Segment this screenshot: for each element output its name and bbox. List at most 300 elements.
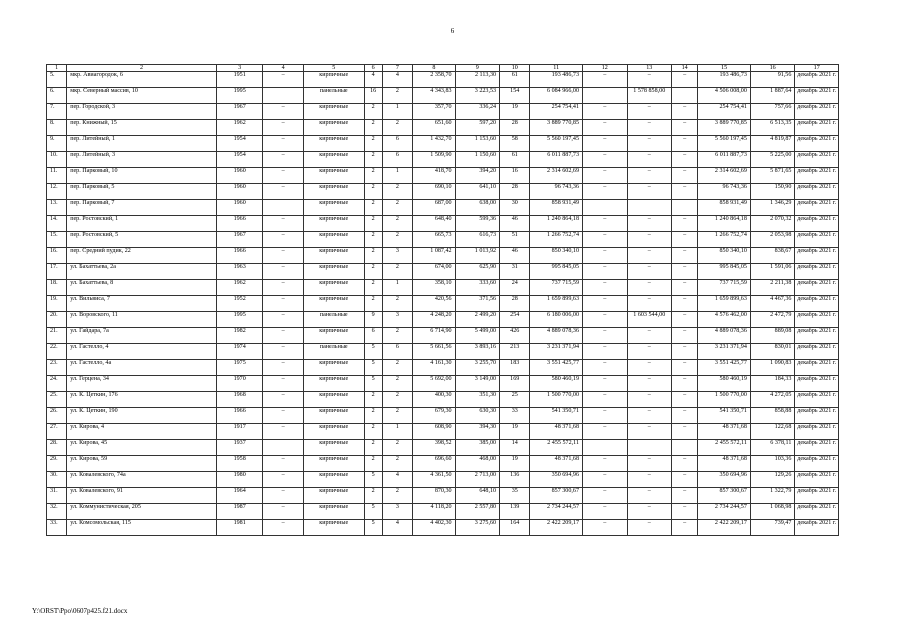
table-cell: ул. Гастелло, 4а: [67, 360, 217, 376]
table-cell: 420,56: [413, 296, 455, 312]
table-cell: –: [583, 328, 628, 344]
table-cell: 4 402,30: [413, 520, 455, 536]
table-cell: –: [263, 520, 303, 536]
table-row: [47, 264, 839, 280]
table-cell: 2: [382, 232, 412, 248]
table-cell: –: [627, 184, 672, 200]
table-cell: –: [583, 72, 628, 88]
table-cell: 61: [500, 152, 530, 168]
table-cell: 1 509,90: [413, 152, 455, 168]
table-cell: 25: [500, 392, 530, 408]
table-cell: 630,30: [455, 408, 500, 424]
table-cell: [263, 88, 303, 104]
table-cell: 20.: [47, 312, 67, 328]
table-cell: 3 255,70: [455, 360, 500, 376]
table-cell: 1954: [216, 152, 263, 168]
table-cell: 5: [364, 344, 382, 360]
table-cell: –: [583, 104, 628, 120]
table-cell: 2: [382, 296, 412, 312]
table-cell: –: [672, 184, 698, 200]
table-cell: декабрь 2021 г.: [795, 392, 839, 408]
table-cell: кирпичные: [303, 184, 364, 200]
table-cell: 1995: [216, 88, 263, 104]
table-cell: 2: [382, 328, 412, 344]
table-cell: –: [263, 408, 303, 424]
table-cell: 2 314 602,69: [698, 168, 751, 184]
table-cell: декабрь 2021 г.: [795, 104, 839, 120]
table-cell: 6 513,35: [750, 120, 795, 136]
table-cell: –: [672, 312, 698, 328]
table-cell: 737 715,59: [698, 280, 751, 296]
table-cell: 2 455 572,11: [530, 440, 583, 456]
table-cell: 2: [364, 264, 382, 280]
table-cell: 48 371,68: [530, 456, 583, 472]
table-cell: 757,66: [750, 104, 795, 120]
table-cell: декабрь 2021 г.: [795, 424, 839, 440]
table-cell: [672, 440, 698, 456]
table-cell: кирпичные: [303, 520, 364, 536]
table-cell: 350 694,96: [698, 472, 751, 488]
table-cell: –: [627, 472, 672, 488]
table-cell: кирпичные: [303, 360, 364, 376]
table-cell: –: [672, 168, 698, 184]
table-row: [47, 248, 839, 264]
table-cell: 46: [500, 216, 530, 232]
table-cell: –: [583, 408, 628, 424]
table-cell: 1 087,42: [413, 248, 455, 264]
table-cell: 4 889 078,36: [530, 328, 583, 344]
table-cell: 3 275,60: [455, 520, 500, 536]
table-cell: 1 603 544,00: [627, 312, 672, 328]
table-cell: 19.: [47, 296, 67, 312]
table-cell: 4 272,05: [750, 392, 795, 408]
table-cell: 254: [500, 312, 530, 328]
table-cell: 541 350,71: [530, 408, 583, 424]
table-row: [47, 392, 839, 408]
table-cell: кирпичные: [303, 216, 364, 232]
table-cell: 2 557,80: [455, 504, 500, 520]
table-cell: [583, 200, 628, 216]
table-cell: декабрь 2021 г.: [795, 200, 839, 216]
table-cell: 889,08: [750, 328, 795, 344]
table-cell: 35: [500, 488, 530, 504]
table-cell: 2: [364, 248, 382, 264]
table-cell: –: [672, 104, 698, 120]
table-cell: –: [263, 168, 303, 184]
table-cell: 26.: [47, 408, 67, 424]
table-cell: 995 845,05: [698, 264, 751, 280]
table-cell: 696,60: [413, 456, 455, 472]
table-cell: 5: [364, 360, 382, 376]
table-cell: 16.: [47, 248, 67, 264]
table-cell: 1974: [216, 344, 263, 360]
table-cell: декабрь 2021 г.: [795, 264, 839, 280]
table-cell: 1952: [216, 296, 263, 312]
table-cell: 858 931,49: [530, 200, 583, 216]
table-cell: –: [583, 504, 628, 520]
table-cell: кирпичные: [303, 152, 364, 168]
table-cell: 5: [364, 472, 382, 488]
table-cell: 150,90: [750, 184, 795, 200]
table-row: [47, 408, 839, 424]
table-cell: 3 231 371,94: [530, 344, 583, 360]
table-cell: –: [672, 504, 698, 520]
table-cell: 648,10: [455, 488, 500, 504]
table-cell: 358,10: [413, 280, 455, 296]
table-cell: декабрь 2021 г.: [795, 136, 839, 152]
table-cell: 687,00: [413, 200, 455, 216]
table-cell: пер. Ростовский, 1: [67, 216, 217, 232]
table-cell: панельные: [303, 344, 364, 360]
table-cell: –: [583, 456, 628, 472]
table-row: [47, 296, 839, 312]
table-cell: ул. Ковалевского, 74а: [67, 472, 217, 488]
table-cell: декабрь 2021 г.: [795, 120, 839, 136]
table-cell: –: [583, 168, 628, 184]
table-cell: –: [263, 216, 303, 232]
table-cell: 608,90: [413, 424, 455, 440]
table-cell: 1 266 752,74: [530, 232, 583, 248]
table-row: [47, 88, 839, 104]
table-cell: –: [627, 72, 672, 88]
table-cell: 1 500 770,00: [530, 392, 583, 408]
table-cell: –: [627, 216, 672, 232]
table-cell: 28.: [47, 440, 67, 456]
table-cell: ул. Кирова, 59: [67, 456, 217, 472]
table-cell: 32.: [47, 504, 67, 520]
table-cell: 850 340,10: [530, 248, 583, 264]
table-row: [47, 200, 839, 216]
table-cell: пер. Парковый, 5: [67, 184, 217, 200]
column-number: 6: [364, 65, 382, 72]
table-cell: 4 467,36: [750, 296, 795, 312]
column-number: 5: [303, 65, 364, 72]
table-cell: –: [263, 344, 303, 360]
table-cell: 2: [382, 184, 412, 200]
table-cell: 2 053,98: [750, 232, 795, 248]
table-cell: 1967: [216, 232, 263, 248]
table-cell: 1966: [216, 216, 263, 232]
table-cell: –: [583, 344, 628, 360]
table-cell: 3 893,16: [455, 344, 500, 360]
table-cell: 5: [364, 376, 382, 392]
table-cell: 580 460,19: [698, 376, 751, 392]
table-cell: 2: [364, 456, 382, 472]
table-cell: 16: [364, 88, 382, 104]
table-cell: мкр. Северный массив, 10: [67, 88, 217, 104]
table-cell: 2: [364, 232, 382, 248]
table-cell: 213: [500, 344, 530, 360]
table-cell: 5 692,00: [413, 376, 455, 392]
table-cell: 1: [382, 168, 412, 184]
table-cell: 2: [382, 88, 412, 104]
table-cell: 1 659 899,63: [698, 296, 751, 312]
table-cell: декабрь 2021 г.: [795, 328, 839, 344]
table-cell: 9: [364, 312, 382, 328]
table-cell: –: [583, 296, 628, 312]
table-cell: 1 013,92: [455, 248, 500, 264]
table-cell: 1 578 858,00: [627, 88, 672, 104]
table-cell: 2: [364, 216, 382, 232]
table-cell: ул. Герцена, 34: [67, 376, 217, 392]
column-number: 1: [47, 65, 67, 72]
column-number: 12: [583, 65, 628, 72]
table-cell: кирпичные: [303, 296, 364, 312]
table-cell: 96 743,36: [530, 184, 583, 200]
table-cell: декабрь 2021 г.: [795, 184, 839, 200]
table-cell: 46: [500, 248, 530, 264]
table-cell: 2: [364, 168, 382, 184]
table-cell: 6 714,90: [413, 328, 455, 344]
table-cell: 1960: [216, 184, 263, 200]
table-cell: 4 506 008,00: [698, 88, 751, 104]
table-cell: –: [263, 136, 303, 152]
table-row: [47, 456, 839, 472]
table-cell: ул. Бахаттьева, 2а: [67, 264, 217, 280]
table-cell: 254 754,41: [530, 104, 583, 120]
column-number: 10: [500, 65, 530, 72]
table-cell: 122,68: [750, 424, 795, 440]
table-cell: 3 149,00: [455, 376, 500, 392]
table-cell: –: [263, 360, 303, 376]
table-cell: 2: [364, 296, 382, 312]
table-cell: 5 560 197,45: [698, 136, 751, 152]
table-cell: 154: [500, 88, 530, 104]
column-number: 13: [627, 65, 672, 72]
table-cell: 136: [500, 472, 530, 488]
table-cell: 2: [382, 392, 412, 408]
table-cell: 1: [382, 280, 412, 296]
table-cell: декабрь 2021 г.: [795, 504, 839, 520]
table-cell: кирпичные: [303, 328, 364, 344]
table-cell: 1995: [216, 312, 263, 328]
table-row: [47, 312, 839, 328]
table-cell: 3 223,53: [455, 88, 500, 104]
table-cell: 351,30: [455, 392, 500, 408]
table-cell: 2 358,70: [413, 72, 455, 88]
table-cell: –: [583, 488, 628, 504]
table-cell: кирпичные: [303, 424, 364, 440]
column-number: 8: [413, 65, 455, 72]
table-cell: 31.: [47, 488, 67, 504]
table-cell: 1970: [216, 376, 263, 392]
table-cell: 468,00: [455, 456, 500, 472]
table-cell: 183: [500, 360, 530, 376]
table-cell: –: [672, 456, 698, 472]
table-cell: 1 153,60: [455, 136, 500, 152]
table-cell: 739,47: [750, 520, 795, 536]
table-cell: 737 715,59: [530, 280, 583, 296]
table-cell: –: [263, 312, 303, 328]
table-row: [47, 520, 839, 536]
table-cell: 4 161,30: [413, 360, 455, 376]
table-cell: 1960: [216, 200, 263, 216]
table-cell: 2 713,00: [455, 472, 500, 488]
column-number-row: [47, 65, 839, 72]
table-cell: –: [627, 280, 672, 296]
table-cell: –: [263, 376, 303, 392]
table-cell: кирпичные: [303, 168, 364, 184]
table-cell: –: [583, 280, 628, 296]
table-cell: 10.: [47, 152, 67, 168]
table-cell: 61: [500, 72, 530, 88]
table-cell: 2: [364, 136, 382, 152]
table-cell: 2: [382, 488, 412, 504]
table-cell: ул. Воровского, 11: [67, 312, 217, 328]
table-cell: 91,56: [750, 72, 795, 88]
table-cell: –: [583, 120, 628, 136]
table-cell: –: [263, 456, 303, 472]
column-number: 14: [672, 65, 698, 72]
table-cell: пер. Литейный, 3: [67, 152, 217, 168]
table-cell: декабрь 2021 г.: [795, 520, 839, 536]
table-cell: 651,60: [413, 120, 455, 136]
table-row: [47, 360, 839, 376]
table-cell: 15.: [47, 232, 67, 248]
table-cell: 4 819,87: [750, 136, 795, 152]
table-cell: 19: [500, 104, 530, 120]
column-number: 15: [698, 65, 751, 72]
table-cell: –: [583, 312, 628, 328]
table-row: [47, 152, 839, 168]
table-cell: –: [627, 344, 672, 360]
table-cell: 1966: [216, 408, 263, 424]
table-cell: 1963: [216, 264, 263, 280]
table-cell: кирпичные: [303, 488, 364, 504]
table-cell: ул. К. Цеткин, 176: [67, 392, 217, 408]
table-cell: 139: [500, 504, 530, 520]
table-cell: –: [583, 152, 628, 168]
table-cell: 858 931,49: [698, 200, 751, 216]
table-cell: ул. Коммунистическая, 205: [67, 504, 217, 520]
table-cell: –: [263, 280, 303, 296]
table-cell: 5 560 197,45: [530, 136, 583, 152]
table-cell: кирпичные: [303, 472, 364, 488]
table-cell: декабрь 2021 г.: [795, 168, 839, 184]
table-cell: декабрь 2021 г.: [795, 440, 839, 456]
page-number: 6: [450, 27, 455, 35]
table-cell: 641,10: [455, 184, 500, 200]
table-cell: 1968: [216, 392, 263, 408]
table-row: [47, 376, 839, 392]
table-cell: декабрь 2021 г.: [795, 344, 839, 360]
table-cell: –: [583, 376, 628, 392]
table-cell: –: [263, 184, 303, 200]
table-cell: [263, 200, 303, 216]
table-cell: 169: [500, 376, 530, 392]
table-cell: [627, 440, 672, 456]
table-cell: –: [627, 248, 672, 264]
table-cell: 48 371,68: [698, 424, 751, 440]
table-cell: 4 889 078,36: [698, 328, 751, 344]
table-cell: 164: [500, 520, 530, 536]
table-cell: 1937: [216, 440, 263, 456]
table-cell: декабрь 2021 г.: [795, 408, 839, 424]
table-cell: [627, 200, 672, 216]
table-cell: 2 734 244,57: [698, 504, 751, 520]
table-cell: пер. Городской, 3: [67, 104, 217, 120]
table-cell: 1960: [216, 168, 263, 184]
column-number: 9: [455, 65, 500, 72]
table-cell: –: [263, 328, 303, 344]
table-row: [47, 344, 839, 360]
table-cell: –: [263, 264, 303, 280]
table-cell: 1987: [216, 504, 263, 520]
file-path-footer: Y:\ORST\Ppo\0607p425.f21.docx: [32, 607, 128, 615]
table-cell: 1 090,83: [750, 360, 795, 376]
table-cell: –: [672, 424, 698, 440]
table-cell: –: [583, 520, 628, 536]
housing-repair-table: [46, 64, 839, 536]
table-cell: –: [672, 232, 698, 248]
table-cell: пер. Книжный, 15: [67, 120, 217, 136]
table-cell: 1967: [216, 104, 263, 120]
table-cell: 184,33: [750, 376, 795, 392]
table-cell: –: [627, 168, 672, 184]
table-cell: 1966: [216, 248, 263, 264]
table-cell: [672, 88, 698, 104]
table-cell: –: [627, 152, 672, 168]
table-cell: 830,01: [750, 344, 795, 360]
table-cell: декабрь 2021 г.: [795, 88, 839, 104]
table-cell: –: [263, 504, 303, 520]
table-cell: 23.: [47, 360, 67, 376]
table-cell: кирпичные: [303, 408, 364, 424]
table-cell: панельные: [303, 312, 364, 328]
table-cell: 29.: [47, 456, 67, 472]
table-cell: –: [583, 392, 628, 408]
table-cell: –: [583, 232, 628, 248]
table-cell: 21.: [47, 328, 67, 344]
table-cell: 394,30: [455, 424, 500, 440]
table-cell: [672, 200, 698, 216]
table-cell: 2: [364, 392, 382, 408]
table-cell: 580 460,19: [530, 376, 583, 392]
table-cell: 1 659 899,63: [530, 296, 583, 312]
table-cell: [583, 88, 628, 104]
table-cell: 5: [364, 504, 382, 520]
table-cell: 3 889 770,85: [698, 120, 751, 136]
table-cell: 6: [382, 152, 412, 168]
table-cell: 394,20: [455, 168, 500, 184]
table-cell: 48 371,68: [530, 424, 583, 440]
table-cell: 4: [364, 72, 382, 88]
table-cell: 3 231 371,94: [698, 344, 751, 360]
table-cell: 333,60: [455, 280, 500, 296]
table-row: [47, 280, 839, 296]
table-cell: 6 084 966,00: [530, 88, 583, 104]
table-cell: ул. Ковалевского, 91: [67, 488, 217, 504]
table-cell: 7.: [47, 104, 67, 120]
table-cell: 18.: [47, 280, 67, 296]
table-cell: 6 378,11: [750, 440, 795, 456]
table-cell: –: [627, 136, 672, 152]
table-cell: 2: [382, 440, 412, 456]
table-cell: 14.: [47, 216, 67, 232]
table-cell: 2: [364, 120, 382, 136]
table-cell: 4: [382, 472, 412, 488]
table-cell: 193 486,73: [698, 72, 751, 88]
table-cell: 25.: [47, 392, 67, 408]
table-cell: 1975: [216, 360, 263, 376]
table-cell: 6: [364, 328, 382, 344]
table-cell: 371,56: [455, 296, 500, 312]
table-cell: 625,90: [455, 264, 500, 280]
table-cell: ул. Кирова, 45: [67, 440, 217, 456]
table-cell: 6: [382, 344, 412, 360]
table-row: [47, 72, 839, 88]
table-cell: 28: [500, 296, 530, 312]
